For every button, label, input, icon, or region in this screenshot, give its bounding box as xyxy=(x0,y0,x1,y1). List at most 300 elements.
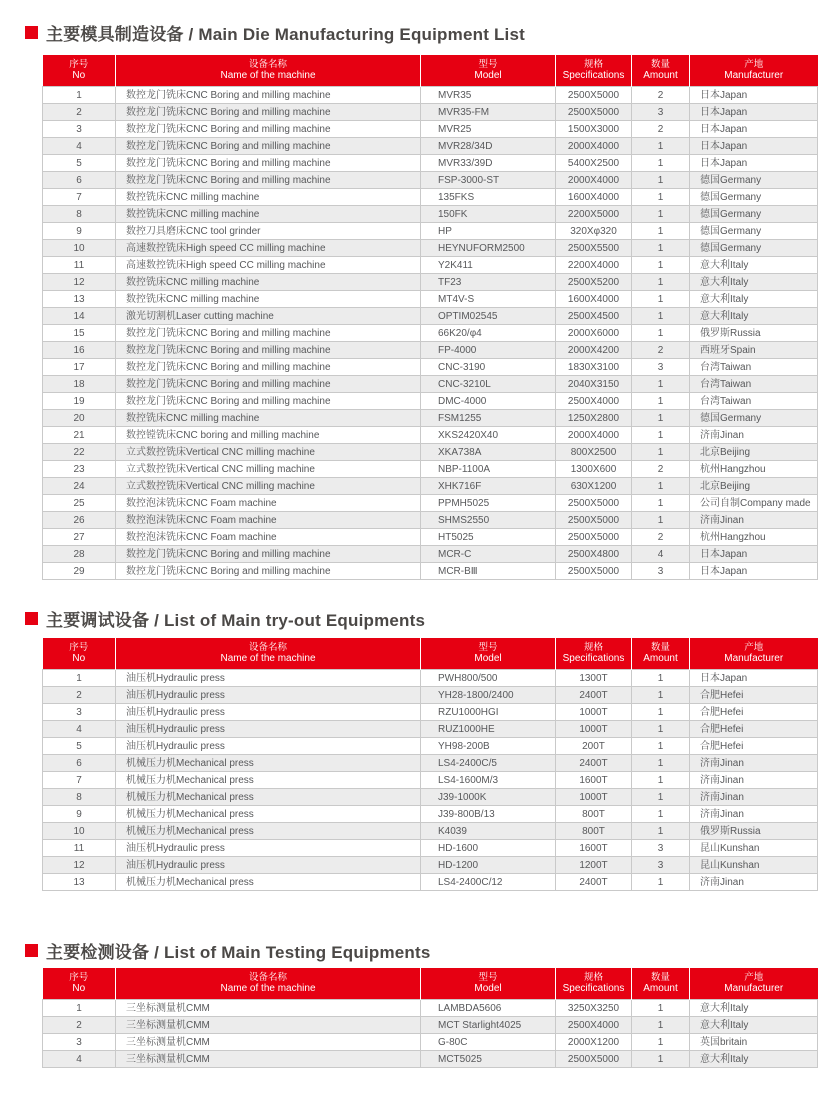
cell-amount: 3 xyxy=(632,563,690,580)
cell-manufacturer: 北京Beijing xyxy=(690,478,818,495)
cell-machine-name: 数控龙门铣床CNC Boring and milling machine xyxy=(116,359,421,376)
cell-amount: 1 xyxy=(632,393,690,410)
cell-model: MCT Starlight4025 xyxy=(421,1017,556,1034)
cell-machine-name: 数控龙门铣床CNC Boring and milling machine xyxy=(116,87,421,104)
table-row xyxy=(43,857,818,874)
cell-model: FSP-3000-ST xyxy=(421,172,556,189)
cell-manufacturer: 合肥Hefei xyxy=(690,721,818,738)
cell-model: YH98-200B xyxy=(421,738,556,755)
cell-no: 2 xyxy=(43,687,116,704)
cell-specifications: 2400T xyxy=(556,874,632,891)
cell-manufacturer: 日本Japan xyxy=(690,546,818,563)
cell-model: MVR35 xyxy=(421,87,556,104)
cell-machine-name: 数控铣床CNC milling machine xyxy=(116,206,421,223)
cell-no: 11 xyxy=(43,840,116,857)
cell-model: PPMH5025 xyxy=(421,495,556,512)
cell-no: 29 xyxy=(43,563,116,580)
cell-model: G-80C xyxy=(421,1034,556,1051)
cell-machine-name: 三坐标测量机CMM xyxy=(116,1000,421,1017)
cell-machine-name: 高速数控铣床High speed CC milling machine xyxy=(116,257,421,274)
col-header-specifications: 规格 Specifications xyxy=(556,638,632,670)
cell-specifications: 800T xyxy=(556,806,632,823)
cell-amount: 1 xyxy=(632,240,690,257)
cell-machine-name: 数控龙门铣床CNC Boring and milling machine xyxy=(116,325,421,342)
cell-model: TF23 xyxy=(421,274,556,291)
cell-specifications: 2500X5000 xyxy=(556,529,632,546)
cell-specifications: 2500X4500 xyxy=(556,308,632,325)
cell-manufacturer: 日本Japan xyxy=(690,138,818,155)
table-row xyxy=(43,87,818,104)
cell-no: 3 xyxy=(43,121,116,138)
cell-amount: 1 xyxy=(632,823,690,840)
cell-specifications: 200T xyxy=(556,738,632,755)
cell-manufacturer: 济南Jinan xyxy=(690,789,818,806)
cell-no: 4 xyxy=(43,1051,116,1068)
cell-amount: 1 xyxy=(632,444,690,461)
table-row xyxy=(43,138,818,155)
col-header-specifications: 规格 Specifications xyxy=(556,968,632,1000)
cell-specifications: 2000X6000 xyxy=(556,325,632,342)
cell-model: HEYNUFORM2500 xyxy=(421,240,556,257)
cell-model: MVR28/34D xyxy=(421,138,556,155)
cell-no: 16 xyxy=(43,342,116,359)
cell-model: Y2K411 xyxy=(421,257,556,274)
cell-manufacturer: 台湾Taiwan xyxy=(690,359,818,376)
cell-no: 24 xyxy=(43,478,116,495)
cell-manufacturer: 济南Jinan xyxy=(690,755,818,772)
table-header-row xyxy=(43,55,818,87)
cell-model: PWH800/500 xyxy=(421,670,556,687)
table-row xyxy=(43,376,818,393)
cell-model: LAMBDA5606 xyxy=(421,1000,556,1017)
table-row xyxy=(43,1017,818,1034)
cell-machine-name: 立式数控铣床Vertical CNC milling machine xyxy=(116,461,421,478)
cell-amount: 1 xyxy=(632,1000,690,1017)
cell-no: 1 xyxy=(43,670,116,687)
cell-model: RUZ1000HE xyxy=(421,721,556,738)
cell-specifications: 2500X5000 xyxy=(556,104,632,121)
table-row xyxy=(43,721,818,738)
cell-manufacturer: 合肥Hefei xyxy=(690,704,818,721)
cell-machine-name: 数控铣床CNC milling machine xyxy=(116,410,421,427)
col-header-model: 型号 Model xyxy=(421,638,556,670)
cell-specifications: 2200X4000 xyxy=(556,257,632,274)
cell-amount: 2 xyxy=(632,529,690,546)
table-row xyxy=(43,738,818,755)
cell-machine-name: 三坐标测量机CMM xyxy=(116,1051,421,1068)
table-row xyxy=(43,104,818,121)
cell-model: HD-1200 xyxy=(421,857,556,874)
cell-amount: 3 xyxy=(632,840,690,857)
table-row xyxy=(43,512,818,529)
table-row xyxy=(43,687,818,704)
cell-no: 4 xyxy=(43,721,116,738)
cell-manufacturer: 济南Jinan xyxy=(690,806,818,823)
cell-manufacturer: 意大利Italy xyxy=(690,1051,818,1068)
cell-manufacturer: 合肥Hefei xyxy=(690,687,818,704)
cell-machine-name: 数控铣床CNC milling machine xyxy=(116,189,421,206)
cell-specifications: 2500X4800 xyxy=(556,546,632,563)
cell-machine-name: 数控刀具磨床CNC tool grinder xyxy=(116,223,421,240)
table-row xyxy=(43,478,818,495)
cell-specifications: 2400T xyxy=(556,687,632,704)
section-title-text: 主要调试设备 / List of Main try-out Equipments xyxy=(46,610,426,630)
cell-machine-name: 油压机Hydraulic press xyxy=(116,704,421,721)
cell-model: K4039 xyxy=(421,823,556,840)
cell-no: 5 xyxy=(43,738,116,755)
cell-amount: 3 xyxy=(632,359,690,376)
cell-model: J39-1000K xyxy=(421,789,556,806)
cell-machine-name: 机械压力机Mechanical press xyxy=(116,772,421,789)
cell-no: 23 xyxy=(43,461,116,478)
table-row xyxy=(43,308,818,325)
cell-manufacturer: 杭州Hangzhou xyxy=(690,461,818,478)
cell-no: 22 xyxy=(43,444,116,461)
cell-specifications: 1300X600 xyxy=(556,461,632,478)
cell-machine-name: 三坐标测量机CMM xyxy=(116,1017,421,1034)
table-row xyxy=(43,155,818,172)
col-header-specifications: 规格 Specifications xyxy=(556,55,632,87)
cell-machine-name: 数控铣床CNC milling machine xyxy=(116,274,421,291)
cell-model: MVR25 xyxy=(421,121,556,138)
cell-specifications: 2000X1200 xyxy=(556,1034,632,1051)
cell-machine-name: 数控铣床CNC milling machine xyxy=(116,291,421,308)
cell-amount: 1 xyxy=(632,410,690,427)
cell-model: LS4-2400C/5 xyxy=(421,755,556,772)
red-square-bullet-icon xyxy=(25,944,38,957)
cell-amount: 1 xyxy=(632,687,690,704)
cell-model: MCR-C xyxy=(421,546,556,563)
cell-amount: 3 xyxy=(632,104,690,121)
cell-manufacturer: 德国Germany xyxy=(690,223,818,240)
col-header-machine-name: 设备名称 Name of the machine xyxy=(116,55,421,87)
cell-manufacturer: 济南Jinan xyxy=(690,874,818,891)
col-header-manufacturer: 产地 Manufacturer xyxy=(690,55,818,87)
table-row xyxy=(43,223,818,240)
col-header-amount: 数量 Amount xyxy=(632,968,690,1000)
table-header-row xyxy=(43,968,818,1000)
cell-no: 9 xyxy=(43,223,116,240)
table-row xyxy=(43,755,818,772)
cell-model: 135FKS xyxy=(421,189,556,206)
cell-amount: 1 xyxy=(632,789,690,806)
cell-manufacturer: 台湾Taiwan xyxy=(690,376,818,393)
cell-machine-name: 数控龙门铣床CNC Boring and milling machine xyxy=(116,393,421,410)
table-row xyxy=(43,291,818,308)
table-row xyxy=(43,1051,818,1068)
cell-specifications: 2500X5500 xyxy=(556,240,632,257)
cell-manufacturer: 意大利Italy xyxy=(690,308,818,325)
cell-no: 9 xyxy=(43,806,116,823)
cell-specifications: 1000T xyxy=(556,789,632,806)
cell-machine-name: 机械压力机Mechanical press xyxy=(116,806,421,823)
table-row xyxy=(43,704,818,721)
cell-machine-name: 油压机Hydraulic press xyxy=(116,721,421,738)
cell-amount: 3 xyxy=(632,857,690,874)
cell-model: MCR-BⅢ xyxy=(421,563,556,580)
table-row xyxy=(43,563,818,580)
cell-no: 17 xyxy=(43,359,116,376)
cell-manufacturer: 英国britain xyxy=(690,1034,818,1051)
cell-amount: 4 xyxy=(632,546,690,563)
cell-amount: 1 xyxy=(632,704,690,721)
cell-amount: 1 xyxy=(632,806,690,823)
cell-manufacturer: 合肥Hefei xyxy=(690,738,818,755)
cell-no: 8 xyxy=(43,789,116,806)
cell-manufacturer: 济南Jinan xyxy=(690,427,818,444)
cell-amount: 1 xyxy=(632,291,690,308)
cell-manufacturer: 西班牙Spain xyxy=(690,342,818,359)
table-row xyxy=(43,444,818,461)
cell-specifications: 1300T xyxy=(556,670,632,687)
cell-specifications: 2500X5200 xyxy=(556,274,632,291)
cell-no: 13 xyxy=(43,874,116,891)
table-row xyxy=(43,806,818,823)
cell-no: 20 xyxy=(43,410,116,427)
cell-no: 3 xyxy=(43,704,116,721)
cell-manufacturer: 杭州Hangzhou xyxy=(690,529,818,546)
cell-manufacturer: 日本Japan xyxy=(690,155,818,172)
table-row xyxy=(43,325,818,342)
cell-manufacturer: 德国Germany xyxy=(690,189,818,206)
cell-no: 2 xyxy=(43,1017,116,1034)
cell-no: 6 xyxy=(43,755,116,772)
cell-machine-name: 机械压力机Mechanical press xyxy=(116,874,421,891)
cell-model: MVR35-FM xyxy=(421,104,556,121)
cell-machine-name: 油压机Hydraulic press xyxy=(116,670,421,687)
cell-specifications: 2500X4000 xyxy=(556,393,632,410)
cell-manufacturer: 德国Germany xyxy=(690,240,818,257)
cell-model: MT4V-S xyxy=(421,291,556,308)
cell-amount: 1 xyxy=(632,1051,690,1068)
cell-amount: 1 xyxy=(632,274,690,291)
col-header-no: 序号 No xyxy=(43,968,116,1000)
cell-machine-name: 数控龙门铣床CNC Boring and milling machine xyxy=(116,563,421,580)
cell-specifications: 2040X3150 xyxy=(556,376,632,393)
cell-specifications: 2500X5000 xyxy=(556,563,632,580)
cell-model: MCT5025 xyxy=(421,1051,556,1068)
cell-no: 8 xyxy=(43,206,116,223)
cell-machine-name: 机械压力机Mechanical press xyxy=(116,789,421,806)
cell-no: 1 xyxy=(43,1000,116,1017)
cell-model: NBP-1100A xyxy=(421,461,556,478)
cell-specifications: 2500X5000 xyxy=(556,1051,632,1068)
cell-model: XKS2420X40 xyxy=(421,427,556,444)
cell-no: 13 xyxy=(43,291,116,308)
table-row xyxy=(43,206,818,223)
section-title-text: 主要检测设备 / List of Main Testing Equipments xyxy=(46,942,431,962)
cell-specifications: 3250X3250 xyxy=(556,1000,632,1017)
cell-machine-name: 油压机Hydraulic press xyxy=(116,687,421,704)
cell-machine-name: 高速数控铣床High speed CC milling machine xyxy=(116,240,421,257)
table-row xyxy=(43,257,818,274)
cell-specifications: 2200X5000 xyxy=(556,206,632,223)
section-title-text: 主要模具制造设备 / Main Die Manufacturing Equipment List xyxy=(46,24,526,44)
cell-manufacturer: 意大利Italy xyxy=(690,1000,818,1017)
table-header-row xyxy=(43,638,818,670)
cell-amount: 1 xyxy=(632,772,690,789)
cell-amount: 1 xyxy=(632,189,690,206)
cell-machine-name: 立式数控铣床Vertical CNC milling machine xyxy=(116,478,421,495)
cell-amount: 1 xyxy=(632,1034,690,1051)
cell-model: J39-800B/13 xyxy=(421,806,556,823)
cell-manufacturer: 日本Japan xyxy=(690,104,818,121)
table-row xyxy=(43,189,818,206)
cell-manufacturer: 公司自制Company made xyxy=(690,495,818,512)
col-header-model: 型号 Model xyxy=(421,968,556,1000)
cell-specifications: 1830X3100 xyxy=(556,359,632,376)
cell-manufacturer: 俄罗斯Russia xyxy=(690,325,818,342)
cell-manufacturer: 台湾Taiwan xyxy=(690,393,818,410)
cell-amount: 2 xyxy=(632,342,690,359)
cell-manufacturer: 济南Jinan xyxy=(690,512,818,529)
cell-specifications: 2500X4000 xyxy=(556,1017,632,1034)
cell-manufacturer: 日本Japan xyxy=(690,670,818,687)
cell-model: CNC-3190 xyxy=(421,359,556,376)
table-row xyxy=(43,772,818,789)
col-header-machine-name: 设备名称 Name of the machine xyxy=(116,968,421,1000)
table-row xyxy=(43,874,818,891)
cell-machine-name: 油压机Hydraulic press xyxy=(116,840,421,857)
cell-specifications: 2000X4200 xyxy=(556,342,632,359)
table-row xyxy=(43,823,818,840)
cell-amount: 1 xyxy=(632,721,690,738)
cell-machine-name: 激光切割机Laser cutting machine xyxy=(116,308,421,325)
table-row xyxy=(43,393,818,410)
cell-machine-name: 立式数控铣床Vertical CNC milling machine xyxy=(116,444,421,461)
die-manufacturing-equipment-table xyxy=(42,55,818,580)
cell-manufacturer: 德国Germany xyxy=(690,206,818,223)
cell-no: 4 xyxy=(43,138,116,155)
cell-amount: 2 xyxy=(632,461,690,478)
cell-machine-name: 数控龙门铣床CNC Boring and milling machine xyxy=(116,172,421,189)
table-row xyxy=(43,427,818,444)
col-header-machine-name: 设备名称 Name of the machine xyxy=(116,638,421,670)
col-header-no: 序号 No xyxy=(43,55,116,87)
cell-amount: 1 xyxy=(632,478,690,495)
cell-amount: 1 xyxy=(632,495,690,512)
testing-equipment-table xyxy=(42,968,818,1068)
table-row xyxy=(43,1000,818,1017)
section-title xyxy=(25,940,817,960)
cell-amount: 1 xyxy=(632,223,690,240)
cell-model: OPTIM02545 xyxy=(421,308,556,325)
cell-model: HP xyxy=(421,223,556,240)
cell-specifications: 1600T xyxy=(556,840,632,857)
cell-amount: 1 xyxy=(632,427,690,444)
cell-specifications: 800T xyxy=(556,823,632,840)
cell-model: LS4-1600M/3 xyxy=(421,772,556,789)
cell-no: 26 xyxy=(43,512,116,529)
cell-machine-name: 数控龙门铣床CNC Boring and milling machine xyxy=(116,104,421,121)
cell-specifications: 2000X4000 xyxy=(556,427,632,444)
section-testing-equipment xyxy=(25,940,817,1068)
cell-model: SHMS2550 xyxy=(421,512,556,529)
cell-specifications: 5400X2500 xyxy=(556,155,632,172)
cell-no: 6 xyxy=(43,172,116,189)
cell-amount: 1 xyxy=(632,138,690,155)
cell-model: DMC-4000 xyxy=(421,393,556,410)
cell-specifications: 2500X5000 xyxy=(556,87,632,104)
cell-manufacturer: 日本Japan xyxy=(690,121,818,138)
table-row xyxy=(43,546,818,563)
cell-specifications: 1600X4000 xyxy=(556,291,632,308)
cell-no: 27 xyxy=(43,529,116,546)
section-title xyxy=(25,608,817,628)
cell-no: 11 xyxy=(43,257,116,274)
cell-specifications: 1250X2800 xyxy=(556,410,632,427)
col-header-manufacturer: 产地 Manufacturer xyxy=(690,968,818,1000)
cell-specifications: 1000T xyxy=(556,721,632,738)
col-header-manufacturer: 产地 Manufacturer xyxy=(690,638,818,670)
cell-specifications: 1000T xyxy=(556,704,632,721)
cell-no: 10 xyxy=(43,823,116,840)
cell-machine-name: 油压机Hydraulic press xyxy=(116,738,421,755)
table-row xyxy=(43,529,818,546)
section-try-out-equipment xyxy=(25,608,817,891)
cell-amount: 1 xyxy=(632,325,690,342)
cell-manufacturer: 日本Japan xyxy=(690,563,818,580)
table-row xyxy=(43,342,818,359)
cell-amount: 1 xyxy=(632,257,690,274)
cell-no: 21 xyxy=(43,427,116,444)
cell-amount: 2 xyxy=(632,121,690,138)
cell-no: 15 xyxy=(43,325,116,342)
cell-machine-name: 数控龙门铣床CNC Boring and milling machine xyxy=(116,342,421,359)
cell-machine-name: 数控泡沫铣床CNC Foam machine xyxy=(116,512,421,529)
cell-specifications: 2500X5000 xyxy=(556,512,632,529)
cell-no: 14 xyxy=(43,308,116,325)
cell-machine-name: 油压机Hydraulic press xyxy=(116,857,421,874)
cell-amount: 1 xyxy=(632,874,690,891)
cell-model: XHK716F xyxy=(421,478,556,495)
cell-specifications: 1500X3000 xyxy=(556,121,632,138)
cell-amount: 2 xyxy=(632,87,690,104)
cell-no: 1 xyxy=(43,87,116,104)
cell-manufacturer: 德国Germany xyxy=(690,410,818,427)
cell-amount: 1 xyxy=(632,308,690,325)
cell-model: 66K20/φ4 xyxy=(421,325,556,342)
cell-model: 150FK xyxy=(421,206,556,223)
cell-specifications: 1600T xyxy=(556,772,632,789)
cell-specifications: 2400T xyxy=(556,755,632,772)
red-square-bullet-icon xyxy=(25,612,38,625)
cell-amount: 1 xyxy=(632,206,690,223)
table-row xyxy=(43,410,818,427)
section-die-manufacturing-equipment xyxy=(25,22,817,580)
cell-machine-name: 三坐标测量机CMM xyxy=(116,1034,421,1051)
cell-no: 7 xyxy=(43,772,116,789)
cell-machine-name: 机械压力机Mechanical press xyxy=(116,755,421,772)
table-row xyxy=(43,172,818,189)
col-header-no: 序号 No xyxy=(43,638,116,670)
table-row xyxy=(43,240,818,257)
cell-no: 3 xyxy=(43,1034,116,1051)
cell-amount: 1 xyxy=(632,376,690,393)
table-row xyxy=(43,359,818,376)
cell-specifications: 1600X4000 xyxy=(556,189,632,206)
cell-no: 10 xyxy=(43,240,116,257)
cell-machine-name: 数控泡沫铣床CNC Foam machine xyxy=(116,495,421,512)
section-title xyxy=(25,22,817,42)
cell-manufacturer: 济南Jinan xyxy=(690,772,818,789)
cell-manufacturer: 意大利Italy xyxy=(690,291,818,308)
table-row xyxy=(43,274,818,291)
table-row xyxy=(43,840,818,857)
cell-amount: 1 xyxy=(632,670,690,687)
cell-no: 12 xyxy=(43,857,116,874)
cell-model: HD-1600 xyxy=(421,840,556,857)
